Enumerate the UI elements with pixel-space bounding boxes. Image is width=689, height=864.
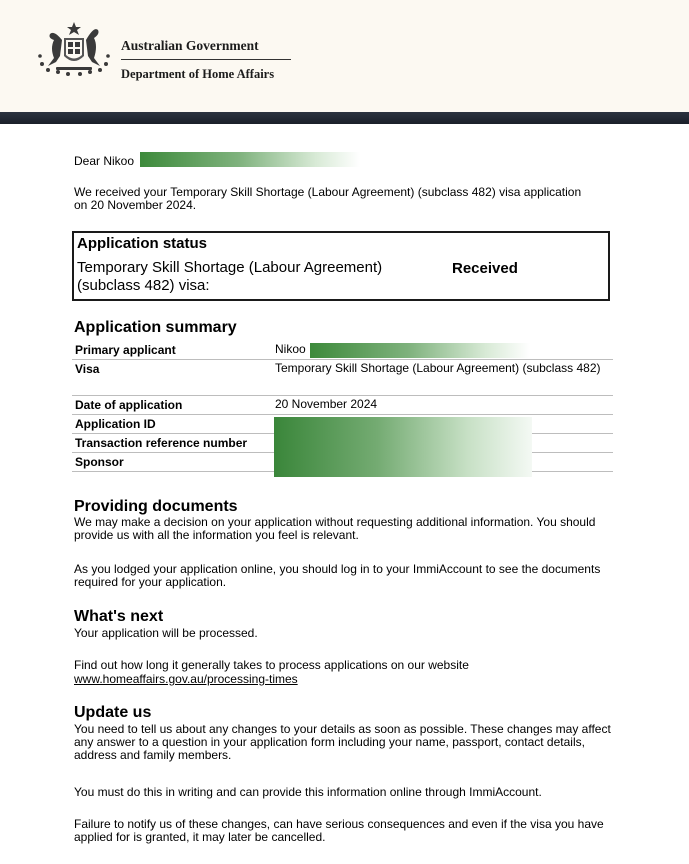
department-name: Department of Home Affairs: [121, 67, 275, 81]
providing-documents-title: Providing documents: [74, 498, 238, 515]
application-status-box: [72, 231, 610, 301]
government-name: Australian Government: [121, 38, 259, 53]
row-label: Application ID: [75, 417, 156, 431]
letterhead: [0, 0, 689, 112]
redacted-applicant-surname: [310, 343, 530, 358]
coat-of-arms-icon: [34, 20, 114, 80]
summary-title: Application summary: [74, 319, 237, 336]
summary-row-visa: [72, 360, 613, 396]
whats-next-paragraph-1: Your application will be processed.: [74, 626, 258, 640]
status-title: Application status: [77, 235, 208, 252]
row-label: Date of application: [75, 398, 183, 412]
redacted-ids-sponsor: [274, 417, 532, 477]
whats-next-title: What's next: [74, 608, 164, 625]
intro-paragraph: We received your Temporary Skill Shortage (Labour Agreement) (subclass 482) visa application on 20 November 2024.: [74, 185, 582, 212]
providing-paragraph-2: As you lodged your application online, you should log in to your ImmiAccount to see the documents required for your application.: [74, 562, 601, 589]
summary-row-date: [72, 396, 613, 415]
redacted-name: [140, 152, 360, 167]
update-paragraph-1: You need to tell us about any changes to your details as soon as possible. These changes may affect any answer to a question in your application form including your name, passport, contact details, address and family members.: [74, 722, 611, 762]
whats-next-paragraph-2: Find out how long it generally takes to process applications on our website: [74, 658, 469, 672]
row-label: Transaction reference number: [75, 436, 248, 450]
row-label: Visa: [75, 362, 100, 376]
update-paragraph-3: Failure to notify us of these changes, can have serious consequences and even if the visa you have applied for is granted, it may later be cancelled.: [74, 817, 604, 844]
row-value: 20 November 2024: [275, 397, 378, 411]
providing-paragraph-1: We may make a decision on your application without requesting additional information. You should provide us with all the information you feel is relevant.: [74, 515, 596, 542]
status-visa-type: Temporary Skill Shortage (Labour Agreement) (subclass 482) visa:: [77, 259, 383, 294]
row-value: Nikoo: [275, 342, 306, 356]
salutation: Dear Nikoo: [74, 154, 135, 168]
row-label: Primary applicant: [75, 343, 176, 357]
header-divider: [121, 59, 291, 60]
row-value: Temporary Skill Shortage (Labour Agreement) (subclass 482): [275, 361, 601, 375]
status-badge: Received: [452, 260, 518, 277]
row-label: Sponsor: [75, 455, 124, 469]
processing-times-link[interactable]: www.homeaffairs.gov.au/processing-times: [74, 672, 298, 686]
update-paragraph-2: You must do this in writing and can provide this information online through ImmiAccount.: [74, 785, 542, 799]
header-band: [0, 112, 689, 124]
update-us-title: Update us: [74, 704, 152, 721]
